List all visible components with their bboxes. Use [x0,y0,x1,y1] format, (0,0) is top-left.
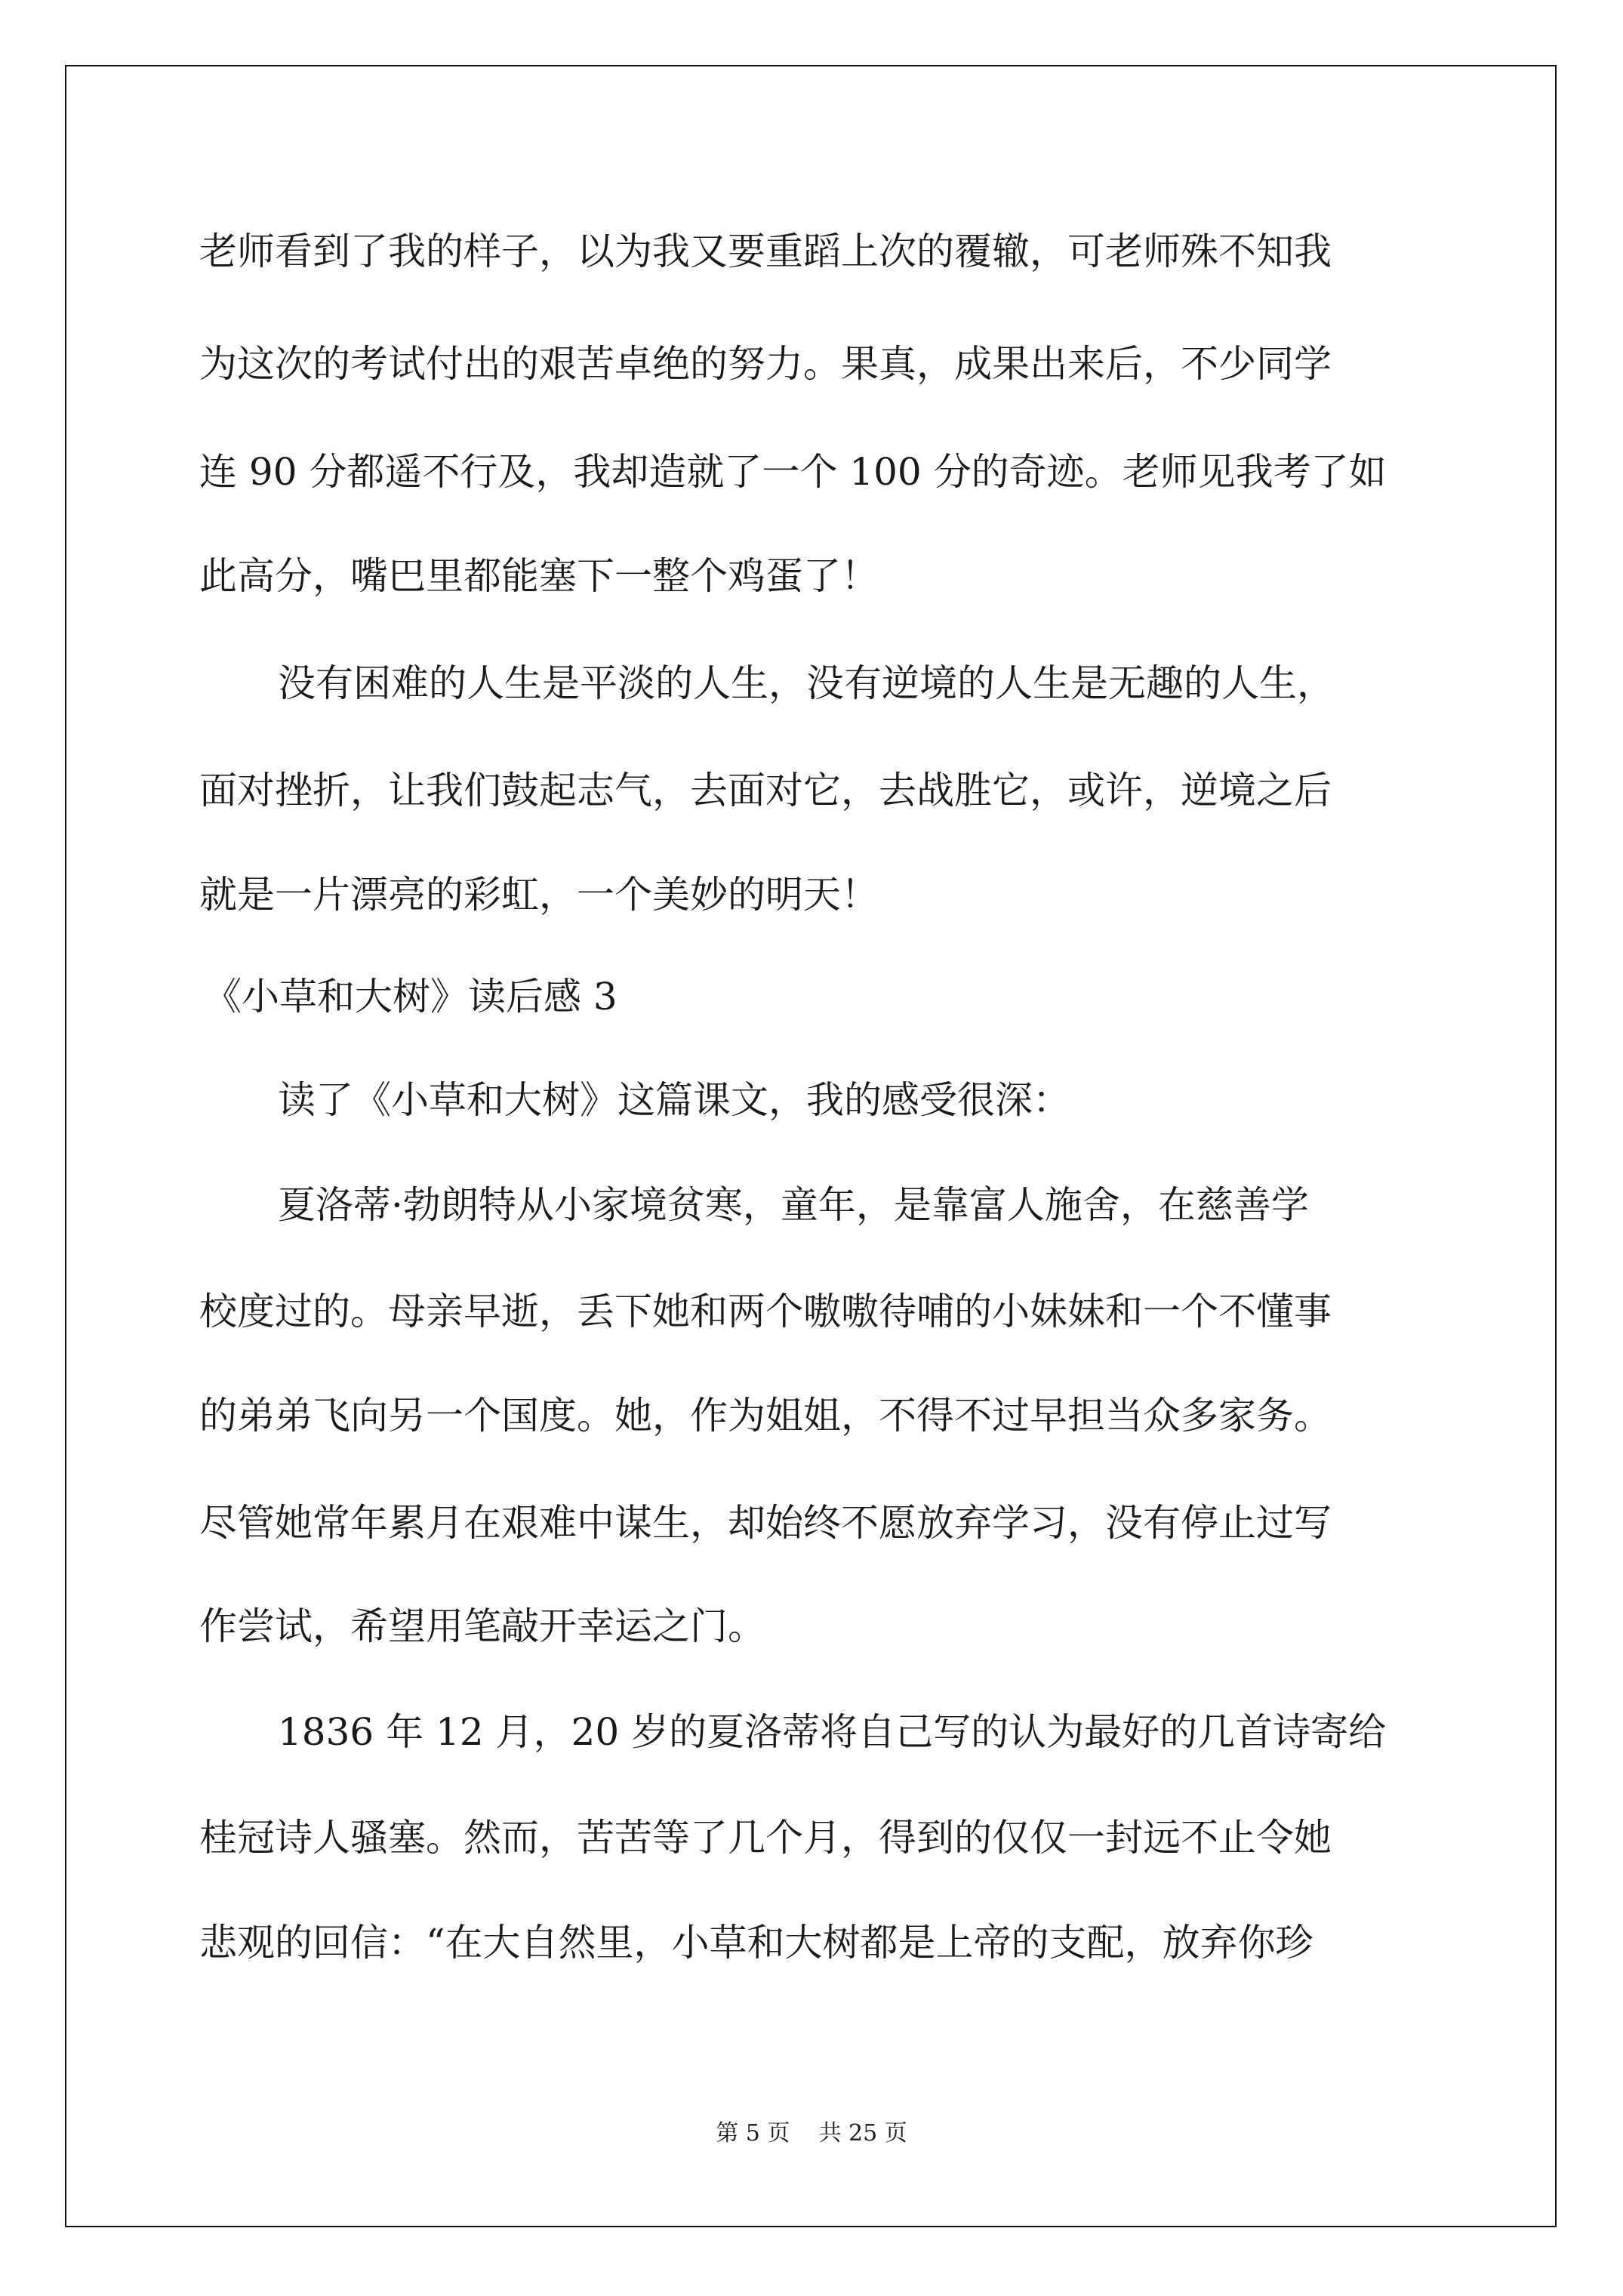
page-number-footer: 第 5 页 共 25 页 [716,2120,907,2147]
page-border [65,65,1557,2227]
paragraph-start-line: 没有困难的人生是平淡的人生，没有逆境的人生是无趣的人生， [278,661,1335,705]
body-text-line: 面对挫折，让我们鼓起志气，去面对它，去战胜它，或许，逆境之后 [199,769,1332,812]
body-text-line: 就是一片漂亮的彩虹，一个美妙的明天！ [199,873,879,917]
section-heading: 《小草和大树》读后感 3 [204,975,617,1019]
body-text-line: 此高分，嘴巴里都能塞下一整个鸡蛋了！ [199,554,879,598]
body-text-line: 为这次的考试付出的艰苦卓绝的努力。果真，成果出来后，不少同学 [199,342,1332,386]
body-text-line: 老师看到了我的样子，以为我又要重蹈上次的覆辙，可老师殊不知我 [199,230,1332,273]
body-text-line: 桂冠诗人骚塞。然而，苦苦等了几个月，得到的仅仅一封远不止令她 [199,1816,1332,1860]
paragraph-start-line: 读了《小草和大树》这篇课文，我的感受很深： [278,1078,1070,1122]
body-text-line: 尽管她常年累月在艰难中谋生，却始终不愿放弃学习，没有停止过写 [199,1501,1332,1545]
body-text-line: 悲观的回信：“在大自然里，小草和大树都是上帝的支配，放弃你珍 [199,1921,1313,1965]
body-text-line: 连 90 分都遥不行及，我却造就了一个 100 分的奇迹。老师见我考了如 [199,450,1387,494]
body-text-line: 作尝试，希望用笔敲开幸运之门。 [199,1604,765,1648]
body-text-line: 的弟弟飞向另一个国度。她，作为姐姐，不得不过早担当众多家务。 [199,1394,1332,1438]
body-text-line: 校度过的。母亲早逝，丢下她和两个嗷嗷待哺的小妹妹和一个不懂事 [199,1290,1332,1333]
paragraph-start-line: 1836 年 12 月，20 岁的夏洛蒂将自己写的认为最好的几首诗寄给 [278,1710,1387,1754]
paragraph-start-line: 夏洛蒂·勃朗特从小家境贫寒，童年，是靠富人施舍，在慈善学 [278,1183,1309,1227]
